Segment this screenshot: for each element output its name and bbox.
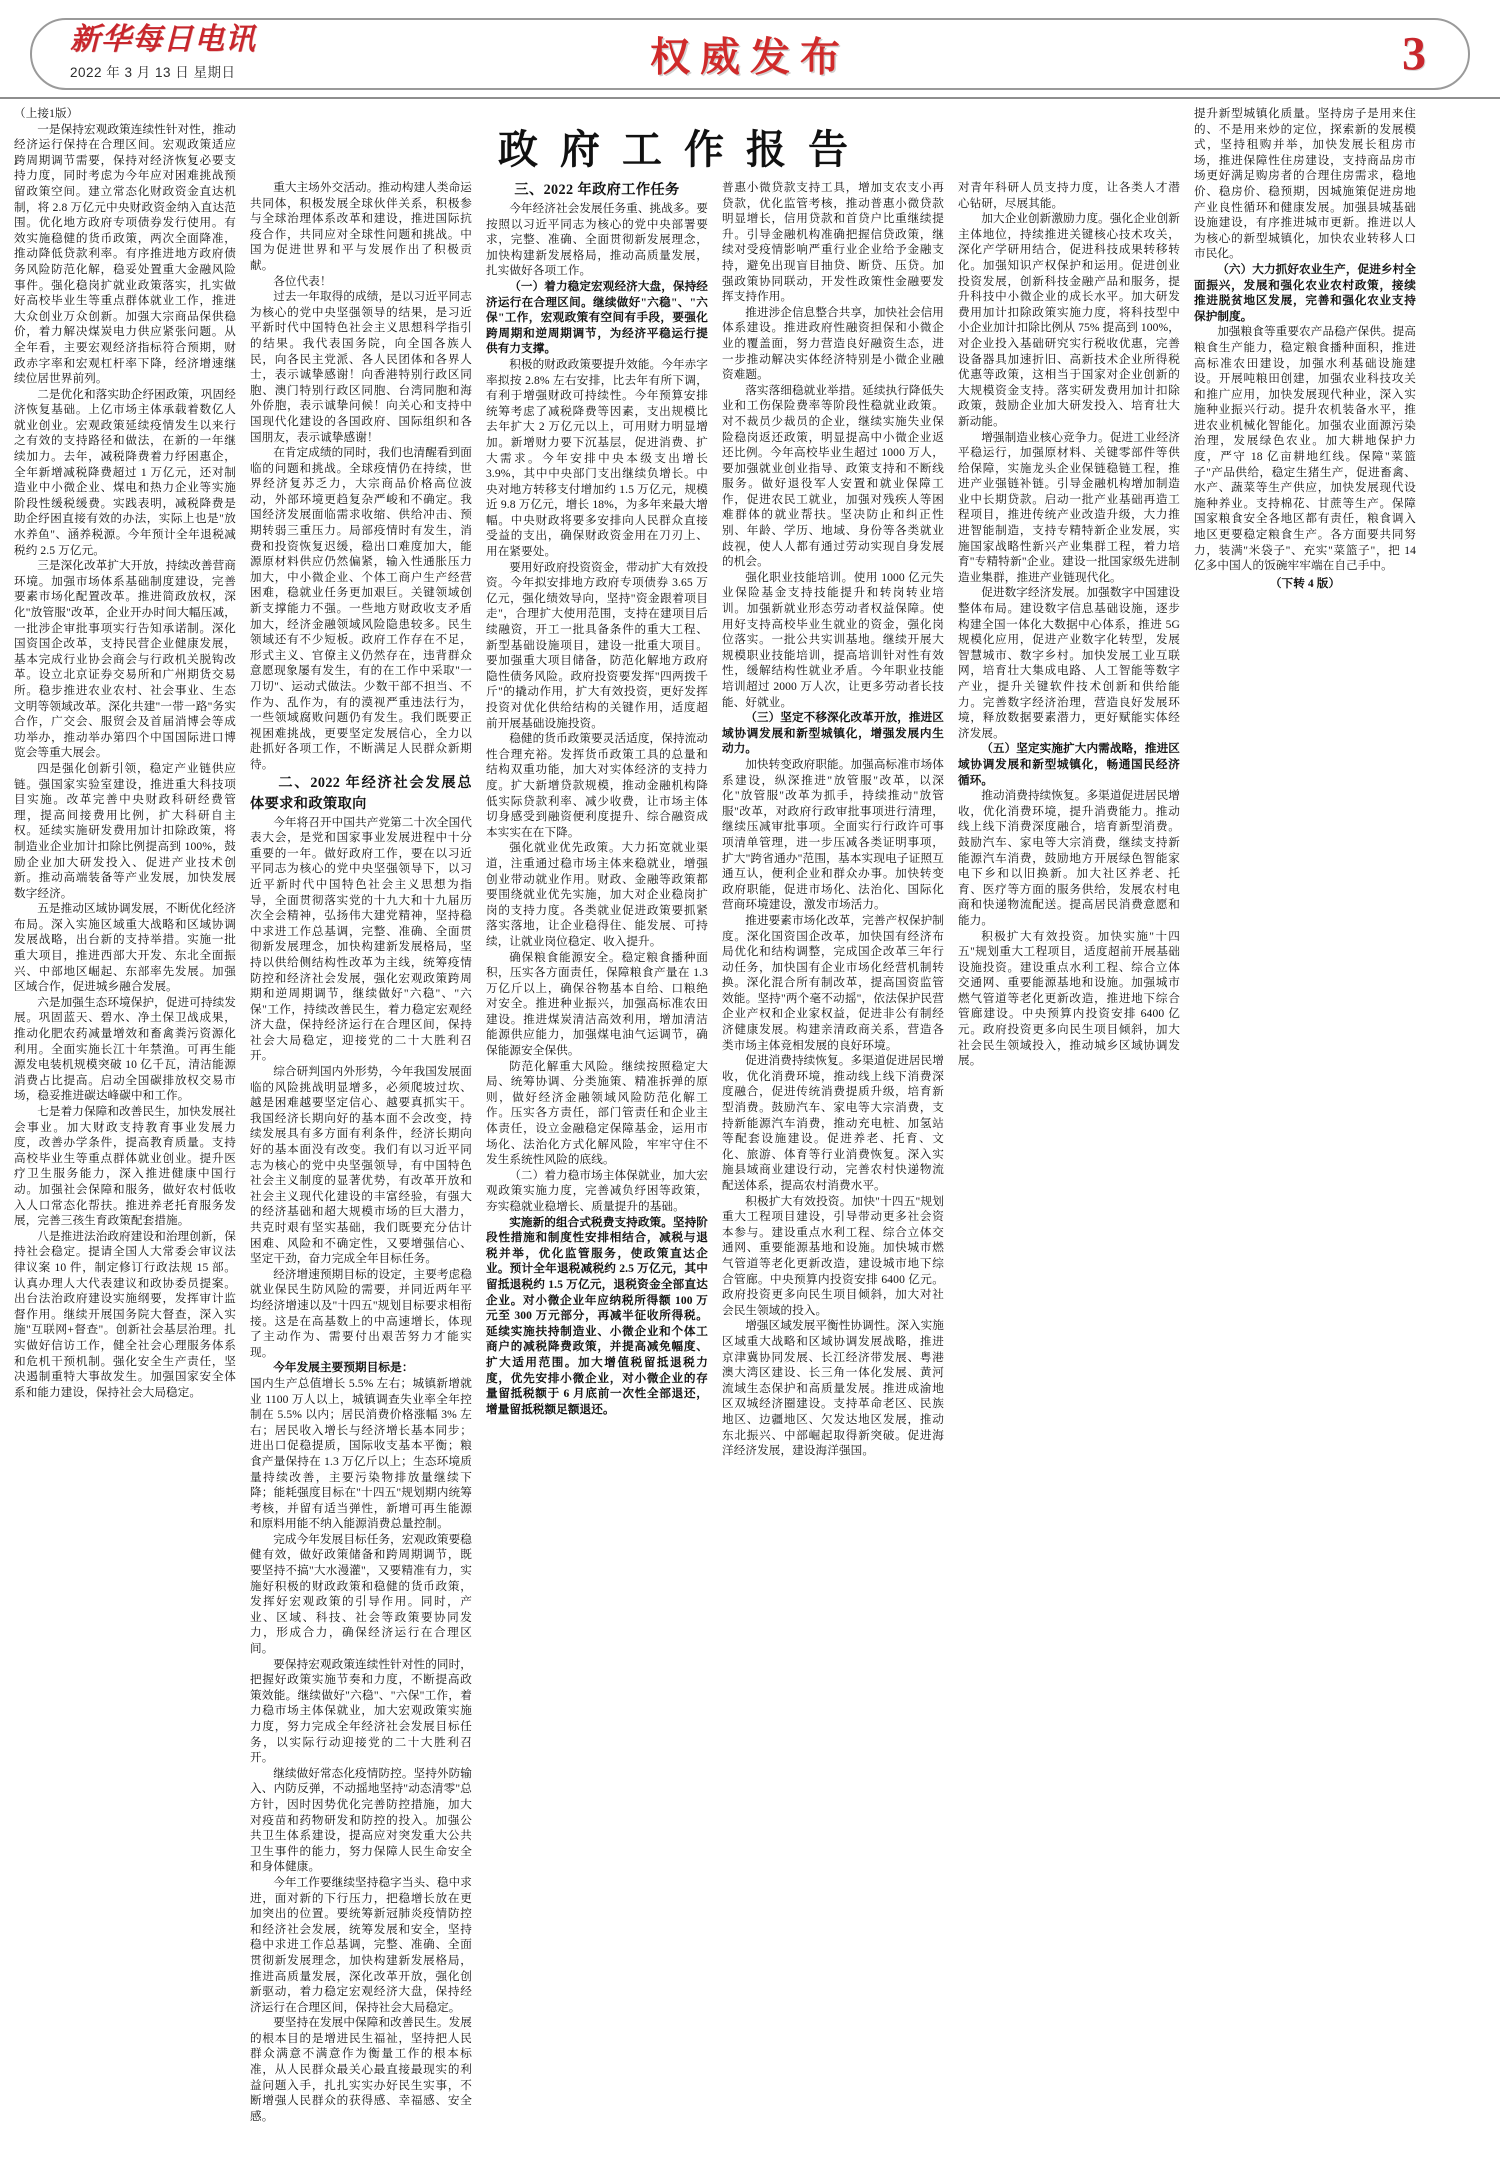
subsection-heading: （三）坚定不移深化改革开放，推进区域协调发展和新型城镇化，增强发展内生动力。 bbox=[722, 711, 944, 756]
continued-from-note: （上接1版） bbox=[14, 107, 79, 120]
subsection-heading: （六）大力抓好农业生产，促进乡村全面振兴，发展和强化农业农村政策，接续推进脱贫地区发展，完善和强化农业支持保护制度。 bbox=[1194, 262, 1416, 323]
paragraph: 普惠小微贷款支持工具，增加支农支小再贷款，优化监管考核，推动普惠小微贷款明显增长，信用贷款和首贷户比重继续提升。引导金融机构准确把握信贷政策，继续对受疫情影响严重行业企业给予金融支持，避免出现盲目抽贷、断贷、压贷。加强政策协同联动，开发性政策性金融要发挥支持作用。 bbox=[722, 181, 944, 304]
headline-spacer bbox=[486, 106, 708, 180]
paragraph: 提升新型城镇化质量。坚持房子是用来住的、不是用来炒的定位，探索新的发展模式，坚持租购并举，加快发展长租房市场，推进保障性住房建设，支持商品房市场更好满足购房者的合理住房需求，稳地价、稳房价、稳预期，因城施策促进房地产业良性循环和健康发展。加强县城基础设施建设，有序推进城市更新。推进以人为核心的新型城镇化，加快农业转移人口市民化。 bbox=[1194, 107, 1416, 261]
paragraph: 五是推动区域协调发展，不断优化经济布局。深入实施区域重大战略和区域协调发展战略，出台新的支持举措。实施一批重大项目，推进西部大开发、东北全面振兴、中部地区崛起、东部率先发展。加强区域合作，促进城乡融合发展。 bbox=[14, 902, 236, 994]
headline-spacer bbox=[250, 106, 472, 180]
newspaper-logo-text: 新华每日电讯 bbox=[70, 23, 256, 56]
masthead-banner bbox=[30, 18, 1470, 90]
paragraph: 要保持宏观政策连续性针对性的同时，把握好政策实施节奏和力度，不断提高政策效能。继续做好"六稳"、"六保"工作，着力稳市场主体保就业，加大宏观政策实施力度，努力完成全年经济社会发展目标任务，以实际行动迎接党的二十大胜利召开。 bbox=[250, 1657, 472, 1765]
paragraph: 强化就业优先政策。大力拓宽就业渠道，注重通过稳市场主体来稳就业，增强创业带动就业作用。财政、金融等政策都要围绕就业优先实施，加大对企业稳岗扩岗的支持力度。各类就业促进政策要抓紧落实落地，让企业稳得住、能发展、可持续，让就业岗位稳定、收入提升。 bbox=[486, 841, 708, 948]
continued-to-note: （下转 4 版） bbox=[1269, 576, 1341, 590]
section-heading: 三、2022 年政府工作任务 bbox=[514, 182, 680, 198]
paragraph: 过去一年取得的成绩，是以习近平同志为核心的党中央坚强领导的结果，是习近平新时代中国特色社会主义思想科学指引的结果。我代表国务院，向全国各族人民，向各民主党派、各人民团体和各界人士，表示诚挚感谢！向香港特别行政区同胞、澳门特别行政区同胞、台湾同胞和海外侨胞，表示诚挚问候！向关心和支持中国现代化建设的各国政府、国际组织和各国朋友，表示诚挚感谢！ bbox=[250, 290, 472, 444]
paragraph: 加快转变政府职能。加强高标准市场体系建设，纵深推进"放管服"改革，以深化"放管服"改革为抓手，持续推动"放管服"改革，对政府行政审批事项进行清理，继续压减审批事项。全面实行行政许可事项清单管理，进一步压减各类证明事项，扩大"跨省通办"范围，基本实现电子证照互通互认，便利企业和群众办事。加快转变政府职能，促进市场化、法治化、国际化营商环境建设，激发市场活力。 bbox=[722, 757, 944, 912]
paragraph: 六是加强生态环境保护，促进可持续发展。巩固蓝天、碧水、净土保卫战成果，推动化肥农药减量增效和畜禽粪污资源化利用。全面实施长江十年禁渔。可再生能源发电装机规模突破 10 亿千瓦，清洁能源消费占比提高。启动全国碳排放权交易市场，稳妥推进碳达峰碳中和工作。 bbox=[14, 995, 236, 1103]
paragraph: 加大企业创新激励力度。强化企业创新主体地位，持续推进关键核心技术攻关，深化产学研用结合，促进科技成果转移转化。加强知识产权保护和运用。促进创业投资发展，创新科技金融产品和服务，提升科技中小微企业的成长水平。加大研发费用加计扣除政策实施力度，将科技型中小企业加计扣除比例从 75% 提高到 100%，对企业投入基础研究实行税收优惠，完善设备器具加速折旧、高新技术企业所得税优惠等政策，这相当于国家对企业创新的大规模资金支持。落实研发费用加计扣除政策，鼓励企业加大研发投入、培育壮大新动能。 bbox=[958, 212, 1180, 428]
paragraph: 在肯定成绩的同时，我们也清醒看到面临的问题和挑战。全球疫情仍在持续，世界经济复苏乏力，大宗商品价格高位波动，外部环境更趋复杂严峻和不确定。我国经济发展面临需求收缩、供给冲击、预期转弱三重压力。局部疫情时有发生，消费和投资恢复迟缓，稳出口难度加大，能源原材料供应仍然偏紧，输入性通胀压力加大，中小微企业、个体工商户生产经营困难，稳就业任务更加艰巨。关键领域创新支撑能力不强。一些地方财政收支矛盾加大，经济金融领域风险隐患较多。民生领域还有不少短板。政府工作存在不足，形式主义、官僚主义仍然存在，违背群众意愿现象屡有发生，有的在工作中采取"一刀切"、运动式做法。少数干部不担当、不作为、乱作为，有的漠视严重违法行为，一些领域腐败问题仍有发生。我们既要正视困难挑战，更要坚定发展信心，全力以赴抓好各项工作，不断满足人民群众新期待。 bbox=[250, 446, 472, 771]
paragraph: 对青年科研人员支持力度，让各类人才潜心钻研，尽展其能。 bbox=[958, 181, 1180, 210]
paragraph: 要坚持在发展中保障和改善民生。发展的根本目的是增进民生福祉，坚持把人民群众满意不满意作为衡量工作的根本标准，从人民群众最关心最直接最现实的利益问题入手，扎扎实实办好民生实事，不断增强人民群众的获得感、幸福感、安全感。 bbox=[250, 2016, 472, 2123]
paragraph: 增强区域发展平衡性协调性。深入实施区域重大战略和区域协调发展战略，推进京津冀协同发展、长江经济带发展、粤港澳大湾区建设、长三角一体化发展、黄河流域生态保护和高质量发展。推进成渝地区双城经济圈建设。支持革命老区、民族地区、边疆地区、欠发达地区发展，推动东北振兴、中部崛起取得新突破。促进海洋经济发展，建设海洋强国。 bbox=[722, 1319, 944, 1458]
subsection-heading: 实施新的组合式税费支持政策。坚持阶段性措施和制度性安排相结合，减税与退税并举，优化监管服务，使政策直达企业。预计全年退税减税约 2.5 万亿元，其中留抵退税约 1.5 万亿元，退税资金全部直达企业。对小微企业年应纳税所得额 100 万元至 300 万元部分，再减半征收所得税。延续实施扶持制造业、小微企业和个体工商户的减税降费政策，并提高减免幅度、扩大适用范围。加大增值税留抵退税力度，优先安排小微企业，对小微企业的存量留抵税额于 6 月底前一次性全部退还，增量留抵税额足额退还。 bbox=[486, 1215, 708, 1416]
paragraph: 增强制造业核心竞争力。促进工业经济平稳运行，加强原材料、关键零部件等供给保障，实施龙头企业保链稳链工程，推进产业强链补链。引导金融机构增加制造业中长期贷款。启动一批产业基础再造工程项目，推进传统产业改造升级，大力推进智能制造，支持专精特新企业发展，实施国家战略性新兴产业集群工程，着力培育"专精特新"企业。建设一批国家级先进制造业集群，推进产业链现代化。 bbox=[958, 430, 1180, 584]
section-heading: 二、2022 年经济社会发展总体要求和政策取向 bbox=[250, 774, 472, 812]
paragraph: 推进涉企信息整合共享，加快社会信用体系建设。推进政府性融资担保和小微企业的覆盖面，努力营造良好融资生态，进一步推动解决实体经济特别是小微企业融资难题。 bbox=[722, 305, 944, 382]
subsection-heading: 今年发展主要预期目标是： bbox=[273, 1361, 414, 1375]
paragraph: 积极的财政政策要提升效能。今年赤字率拟按 2.8% 左右安排，比去年有所下调，有利于增强财政可持续性。今年预算安排统筹考虑了减税降费等因素，支出规模比去年扩大 2 万亿元以上，可用财力明显增加。新增财力要下沉基层，促进消费、扩大需求。今年安排中央本级支出增长 3.9%，其中中央部门支出继续负增长。中央对地方转移支付增加约 1.5 万亿元，规模近 9.8 万亿元，增长 18%，为多年来最大增幅。中央财政将要多安排向人民群众直接受益的支出，确保财政资金用在刀刃上、用在紧要处。 bbox=[486, 357, 708, 559]
paragraph: 国内生产总值增长 5.5% 左右；城镇新增就业 1100 万人以上，城镇调查失业率全年控制在 5.5% 以内；居民消费价格涨幅 3% 左右；居民收入增长与经济增长基本同步；进出口促稳提质，国际收支基本平衡；粮食产量保持在 1.3 万亿斤以上；生态环境质量持续改善，主要污染物排放量继续下降；能耗强度目标在"十四五"规划期内统筹考核，并留有适当弹性，新增可再生能源和原料用能不纳入能源消费总量控制。 bbox=[250, 1376, 472, 1531]
paragraph: 七是着力保障和改善民生，加快发展社会事业。加大财政支持教育事业发展力度，改善办学条件，提高教育质量。支持高校毕业生等重点群体就业创业。提升医疗卫生服务能力，深入推进健康中国行动。加强社会保障和服务，做好农村低收入人口常态化帮扶。推进养老托育服务发展，完善三孩生育政策配套措施。 bbox=[14, 1105, 236, 1228]
text-column-3 bbox=[486, 106, 708, 2156]
paragraph: 今年经济社会发展任务重、挑战多。要按照以习近平同志为核心的党中央部署要求，完整、准确、全面贯彻新发展理念，加快构建新发展格局，推动高质量发展，扎实做好各项工作。 bbox=[486, 202, 708, 278]
text-column-4 bbox=[722, 106, 944, 2156]
subsection-heading: （五）坚定实施扩大内需战略，推进区域协调发展和新型城镇化，畅通国民经济循环。 bbox=[958, 742, 1180, 787]
page-number: 3 bbox=[1402, 27, 1426, 81]
paragraph: 各位代表！ bbox=[273, 274, 332, 288]
paragraph: （二）着力稳市场主体保就业，加大宏观政策实施力度，完善减负纾困等政策，夯实稳就业稳增长、质量提升的基础。 bbox=[486, 1168, 708, 1213]
text-column-1 bbox=[14, 106, 236, 2156]
paragraph: 三是深化改革扩大开放，持续改善营商环境。加强市场体系基础制度建设，完善要素市场化配置改革。推进简政放权，深化"放管服"改革，企业开办时间大幅压减，一批涉企审批事项实行告知承诺制。深化国资国企改革，支持民营企业健康发展，基本完成行业协会商会与行政机关脱钩改革。设立北京证券交易所和广州期货交易所。稳步推进农业农村、社会事业、生态文明等领域改革。深化共建"一带一路"务实合作，广交会、服贸会及首届消博会等成功举办，推动举办第四个中国国际进口博览会等重大展会。 bbox=[14, 559, 236, 760]
paragraph: 促进数字经济发展。加强数字中国建设整体布局。建设数字信息基础设施，逐步构建全国一体化大数据中心体系，推进 5G 规模化应用，促进产业数字化转型，发展智慧城市、数字乡村。加快发展工业互联网，培育壮大集成电路、人工智能等数字产业，提升关键软件技术创新和供给能力。完善数字经济治理，营造良好发展环境，释放数据要素潜力，更好赋能实体经济发展。 bbox=[958, 586, 1180, 740]
paragraph: 推进要素市场化改革，完善产权保护制度。深化国资国企改革，加快国有经济布局优化和结构调整，完成国企改革三年行动任务，加快国有企业市场化经营机制转换。深化混合所有制改革，提高国资监管效能。坚持"两个毫不动摇"，依法保护民营企业产权和企业家权益，促进非公有制经济健康发展。构建亲清政商关系，营造各类市场主体竞相发展的良好环境。 bbox=[722, 913, 944, 1052]
paragraph: 稳健的货币政策要灵活适度，保持流动性合理充裕。发挥货币政策工具的总量和结构双重功能，加大对实体经济的支持力度。扩大新增贷款规模，推动金融机构降低实际贷款利率、减少收费，让市场主体切身感受到融资便利度提升、综合融资成本实实在在下降。 bbox=[486, 732, 708, 839]
paragraph: 强化职业技能培训。使用 1000 亿元失业保险基金支持技能提升和转岗转业培训。加强新就业形态劳动者权益保障。使用好支持高校毕业生就业的资金，强化岗位落实。一批公共实训基地。继续开展大规模职业技能培训，提高培训针对性有效性，缓解结构性就业矛盾。今年职业技能培训超过 2000 万人次，让更多劳动者长技能、好就业。 bbox=[722, 570, 944, 709]
paragraph: 继续做好常态化疫情防控。坚持外防输入、内防反弹，不动摇地坚持"动态清零"总方针，因时因势优化完善防控措施，加大对疫苗和药物研发和防控的投入。加强公共卫生体系建设，提高应对突发重大公共卫生事件的能力，努力保障人民生命安全和身体健康。 bbox=[250, 1766, 472, 1874]
section-banner-title: 权威发布 bbox=[650, 34, 850, 80]
paragraph: 八是推进法治政府建设和治理创新，保持社会稳定。提请全国人大常委会审议法律议案 10 件，制定修订行政法规 15 部。认真办理人大代表建议和政协委员提案。出台法治政府建设实施纲要，发挥审计监督作用。继续开展国务院大督查，深入实施"互联网+督查"。创新社会基层治理。扎实做好信访工作，健全社会心理服务体系和危机干预机制。强化安全生产责任，坚决遏制重特大事故发生。加强国家安全体系和能力建设，保持社会大局稳定。 bbox=[14, 1229, 236, 1399]
text-column-5 bbox=[958, 106, 1180, 2156]
paragraph: 确保粮食能源安全。稳定粮食播种面积，压实各方面责任，保障粮食产量在 1.3 万亿斤以上，确保谷物基本自给、口粮绝对安全。推进种业振兴，加强高标准农田建设。推进煤炭清洁高效利用，增加清洁能源供应能力，加强煤电油气运调节，确保能源安全保供。 bbox=[486, 950, 708, 1058]
paragraph: 二是优化和落实助企纾困政策，巩固经济恢复基础。上亿市场主体承载着数亿人就业创业。宏观政策延续疫情发生以来行之有效的支持路径和做法，在新的一年继续加力。去年，减税降费着力纾困惠企，全年新增减税降费超过 1 万亿元，还对制造业中小微企业、煤电和热力企业等实施阶段性缓税缓费。实践表明，减税降费是助企纾困直接有效的办法，实际上也是"放水养鱼"、涵养税源。今年预计全年退税减税约 2.5 万亿元。 bbox=[14, 387, 236, 557]
paragraph: 防范化解重大风险。继续按照稳定大局、统筹协调、分类施策、精准拆弹的原则，做好经济金融领域风险防范化解工作。压实各方责任，部门管责任和企业主体责任，设立金融稳定保障基金，运用市场化、法治化方式化解风险，牢牢守住不发生系统性风险的底线。 bbox=[486, 1059, 708, 1167]
paragraph: 今年工作要继续坚持稳字当头、稳中求进，面对新的下行压力，把稳增长放在更加突出的位置。要统筹新冠肺炎疫情防控和经济社会发展，统筹发展和安全，坚持稳中求进工作总基调，完整、准确、全面贯彻新发展理念，加快构建新发展格局，推进高质量发展，深化改革开放，强化创新驱动，着力稳定宏观经济大盘，保持经济运行在合理区间，保持社会大局稳定。 bbox=[250, 1875, 472, 2014]
text-column-2 bbox=[250, 106, 472, 2156]
paragraph: 今年将召开中国共产党第二十次全国代表大会，是党和国家事业发展进程中十分重要的一年。做好政府工作，要在以习近平同志为核心的党中央坚强领导下，以习近平新时代中国特色社会主义思想为指导，全面贯彻落实党的十九大和十九届历次全会精神，弘扬伟大建党精神，坚持稳中求进工作总基调，完整、准确、全面贯彻新发展理念，加快构建新发展格局，坚持以供给侧结构性改革为主线，统筹疫情防控和经济社会发展，强化宏观政策跨周期和逆周期调节，继续做好"六稳"、"六保"工作，持续改善民生，着力稳定宏观经济大盘，保持经济运行在合理区间，保持社会大局稳定，迎接党的二十大胜利召开。 bbox=[250, 815, 472, 1063]
paragraph: 完成今年发展目标任务，宏观政策要稳健有效，做好政策储备和跨周期调节，既要坚持不搞"大水漫灌"，又要精准有力，实施好积极的财政政策和稳健的货币政策，发挥好宏观政策的引导作用。同时，产业、区域、科技、社会等政策要协同发力，形成合力，确保经济运行在合理区间。 bbox=[250, 1532, 472, 1656]
paragraph: 经济增速预期目标的设定，主要考虑稳就业保民生防风险的需要，并同近两年平均经济增速以及"十四五"规划目标要求相衔接。这是在高基数上的中高速增长，体现了主动作为、需要付出艰苦努力才能实现。 bbox=[250, 1267, 472, 1359]
article-headline: 政府工作报告 bbox=[498, 127, 870, 172]
paragraph: 综合研判国内外形势，今年我国发展面临的风险挑战明显增多，必须爬坡过坎、越是困难越要坚定信心、越要真抓实干。我国经济长期向好的基本面不会改变，持续发展具有多方面有利条件，经济长期向好的基本面没有改变。我们有以习近平同志为核心的党中央坚强领导，有中国特色社会主义制度的显著优势，有改革开放和社会主义现代化建设的丰富经验，有强大的经济基础和超大规模市场的巨大潜力，共克时艰有坚实基础，我们既要充分估计困难、风险和不确定性，又要增强信心、坚定干劲，奋力完成全年目标任务。 bbox=[250, 1065, 472, 1266]
paragraph: 推动消费持续恢复。多渠道促进居民增收，优化消费环境，提升消费能力。推动线上线下消费深度融合，培育新型消费。鼓励汽车、家电等大宗消费，继续支持新能源汽车消费，鼓励地方开展绿色智能家电下乡和以旧换新。加大社区养老、托育、医疗等方面的服务供给，发展农村电商和快递物流配送。提高居民消费意愿和能力。 bbox=[958, 789, 1180, 927]
paragraph: 落实落细稳就业举措。延续执行降低失业和工伤保险费率等阶段性稳就业政策。对不裁员少裁员的企业，继续实施失业保险稳岗返还政策，明显提高中小微企业返还比例。今年高校毕业生超过 1000 万人，要加强就业创业指导、政策支持和不断线服务。做好退役军人安置和就业保障工作，促进农民工就业，加强对残疾人等困难群体的就业帮扶。坚决防止和纠正性别、年龄、学历、地域、身份等各类就业歧视，使人人都有通过劳动实现自身发展的机会。 bbox=[722, 383, 944, 569]
paragraph: 积极扩大有效投资。加快"十四五"规划重大工程项目建设，引导带动更多社会资本参与。建设重点水利工程、综合立体交通网、重要能源基地和设施。加快城市燃气管道等老化更新改造，建设城市地下综合管廊。中央预算内投资安排 6400 亿元。政府投资更多向民生项目倾斜，加大对社会民生领域的投入。 bbox=[722, 1194, 944, 1317]
paragraph: 重大主场外交活动。推动构建人类命运共同体，积极发展全球伙伴关系，积极参与全球治理体系改革和建设，推进国际抗疫合作，共同应对全球性问题和挑战。中国为促进世界和平与发展作出了积极贡献。 bbox=[250, 181, 472, 272]
paragraph: 四是强化创新引领，稳定产业链供应链。强国家实验室建设，推进重大科技项目实施。改革完善中央财政科研经费管理，提高间接费用比例，扩大科研自主权。延续实施研发费用加计扣除政策，将制造业企业加计扣除比例提高到 100%，鼓励企业加大研发投入、促进产业技术创新。推动高端装备等产业发展，加快发展数字经济。 bbox=[14, 761, 236, 900]
paragraph: 要用好政府投资资金，带动扩大有效投资。今年拟安排地方政府专项债券 3.65 万亿元，强化绩效导向，坚持"资金跟着项目走"，合理扩大使用范围，支持在建项目后续融资，开工一批具备条件的重大工程、新型基础设施项目，建设一批重大项目。要加强重大项目储备，防范化解地方政府隐性债务风险。政府投资要发挥"四两拨千斤"的撬动作用，扩大有效投资，更好发挥投资对优化供给结构的关键作用，适度超前开展基础设施投资。 bbox=[486, 560, 708, 730]
header-divider-rule bbox=[0, 97, 1500, 99]
paragraph: 积极扩大有效投资。加快实施"十四五"规划重大工程项目，适度超前开展基础设施投资。建设重点水利工程、综合立体交通网、重要能源基地和设施。加强城市燃气管道等老化更新改造，推进地下综合管廊建设。中央预算内投资安排 6400 亿元。政府投资更多向民生项目倾斜，加大社会民生领域投入，推动城乡区域协调发展。 bbox=[958, 929, 1180, 1068]
paragraph: 加强粮食等重要农产品稳产保供。提高粮食生产能力，稳定粮食播种面积，推进高标准农田建设，加强水利基础设施建设。开展吨粮田创建，加强农业科技攻关和推广应用，加快发展现代种业，深入实施种业振兴行动。提升农机装备水平，推进农业机械化智能化。加强农业面源污染治理，发展绿色农业。加大耕地保护力度，严守 18 亿亩耕地红线。保障"菜篮子"产品供给，稳定生猪生产，促进畜禽、水产、蔬菜等生产供应，加快发展现代设施种养业。支持棉花、甘蔗等生产。保障国家粮食安全各地区都有责任，粮食调入地区更要稳定粮食生产。各方面要共同努力，装满"米袋子"、充实"菜篮子"，把 14 亿多中国人的饭碗牢牢端在自己手中。 bbox=[1194, 325, 1416, 573]
publication-date: 2022 年 3 月 13 日 星期日 bbox=[70, 64, 236, 80]
headline-spacer bbox=[958, 106, 1180, 180]
headline-spacer bbox=[722, 106, 944, 180]
subsection-heading: （一）着力稳定宏观经济大盘，保持经济运行在合理区间。继续做好"六稳"、"六保"工作，宏观政策有空间有手段，要强化跨周期和逆周期调节，为经济平稳运行提供有力支撑。 bbox=[486, 279, 708, 356]
paragraph: 一是保持宏观政策连续性针对性，推动经济运行保持在合理区间。宏观政策适应跨周期调节需要，保持对经济恢复必要支持力度，同时考虑为今年应对困难挑战预留政策空间。建立常态化财政资金直达机制，将 2.8 万亿元中央财政资金纳入直达范围。优化地方政府专项债券发行使用。有效实施稳健的货币政策，两次全面降准，推动降低贷款利率。有序推进地方政府债务风险防范化解，稳妥处置重大金融风险事件。强化稳岗扩就业政策落实，扎实做好高校毕业生等重点群体就业工作，推进大众创业万众创新。加强大宗商品保供稳价，着力解决煤炭电力供应紧张问题。从全年看，主要宏观经济指标符合预期，财政赤字率和宏观杠杆率下降，经济增速继续位居世界前列。 bbox=[14, 122, 236, 386]
paragraph: 促进消费持续恢复。多渠道促进居民增收，优化消费环境，推动线上线下消费深度融合，促进传统消费提质升级，培育新型消费。鼓励汽车、家电等大宗消费，支持新能源汽车消费，推动充电桩、加氢站等配套设施建设。促进养老、托育、文化、旅游、体育等行业消费恢复。深入实施县域商业建设行动，完善农村快递物流配送体系，提高农村消费水平。 bbox=[722, 1054, 944, 1192]
text-column-6 bbox=[1194, 106, 1416, 2156]
